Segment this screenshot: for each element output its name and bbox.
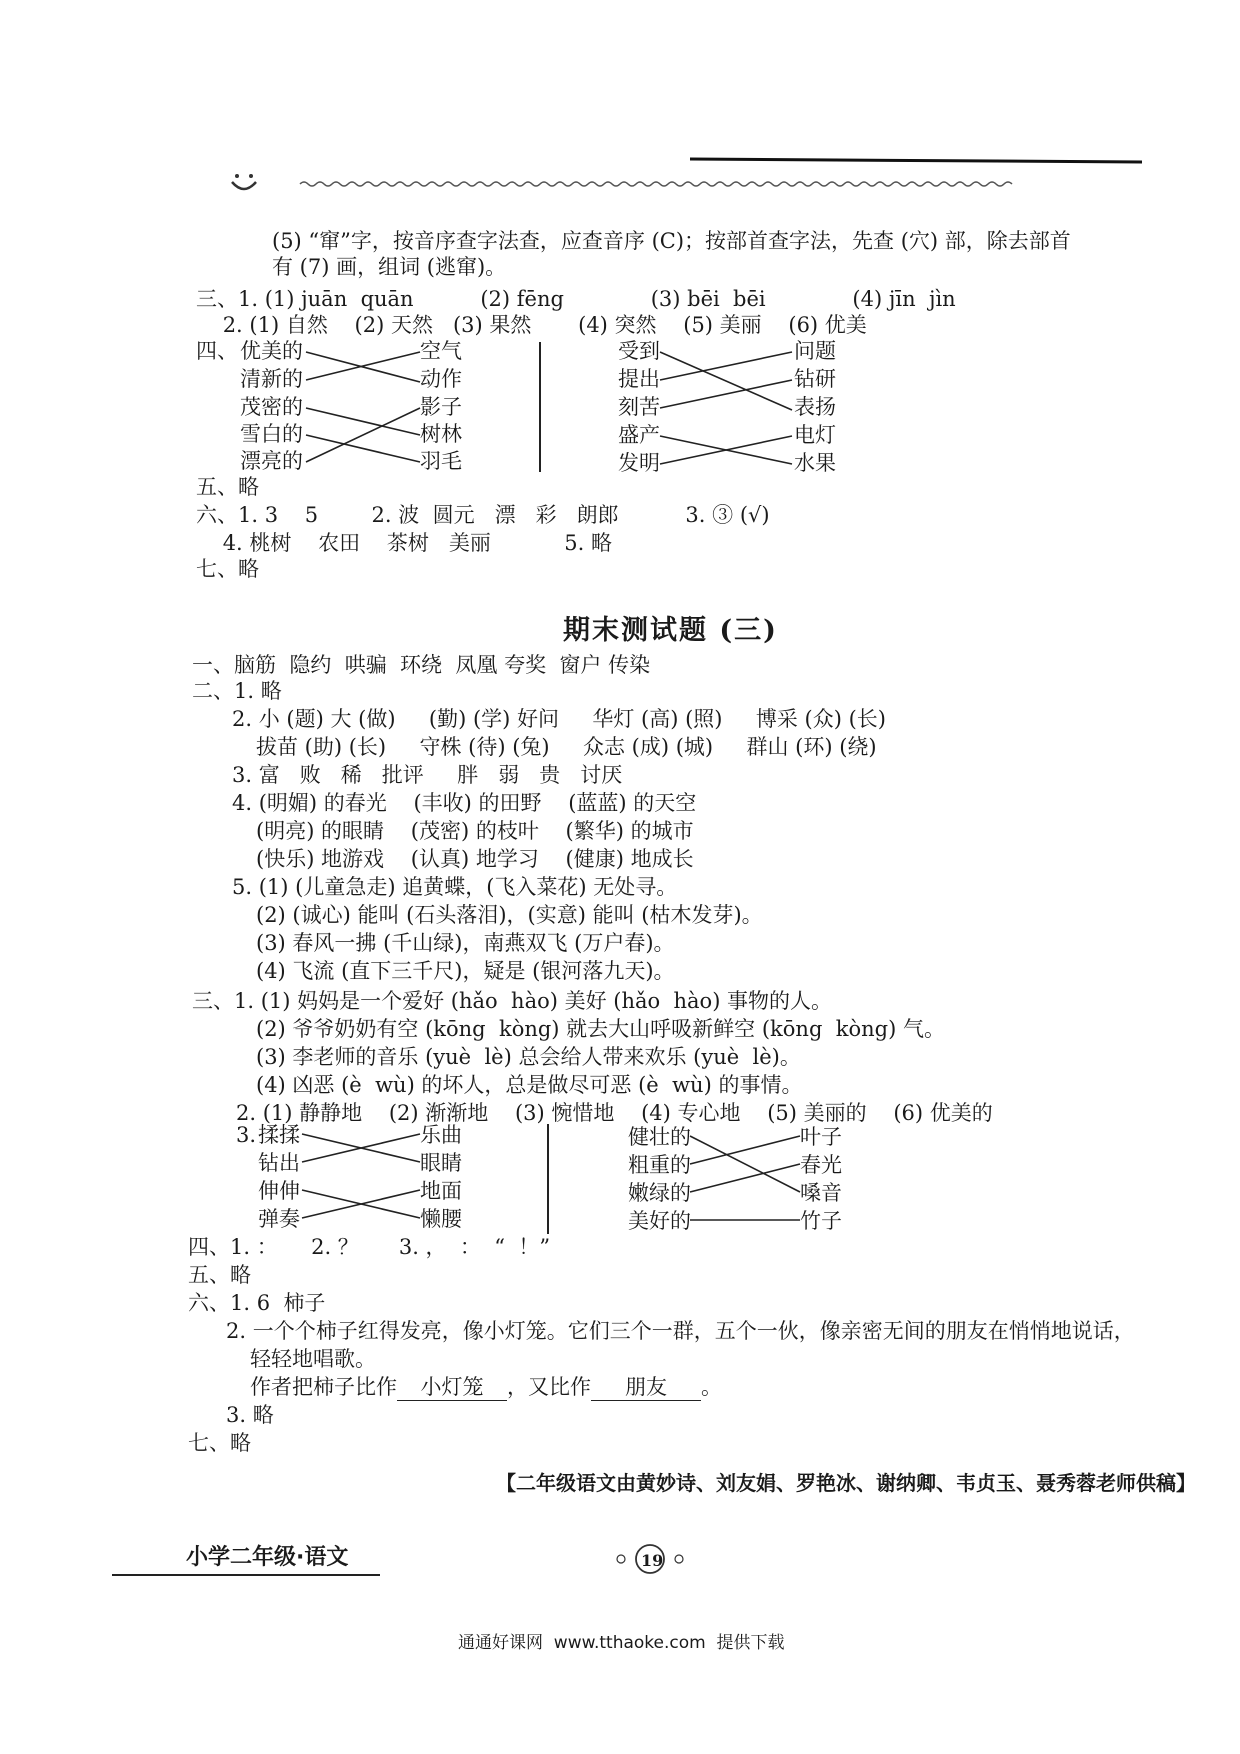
san3-right-b-0: 叶子 — [800, 1125, 842, 1149]
san3-right-a-0: 健壮的 — [628, 1125, 691, 1149]
exam-san-1b: (2) 爷爷奶奶有空 (kōng kòng) 就去大山呼吸新鲜空 (kōng kòng) 气。 — [256, 1017, 945, 1041]
si-right-b-2: 表扬 — [794, 395, 836, 419]
exam-san-3-label: 3. — [236, 1123, 257, 1147]
exam-er-3: 3. 富 败 稀 批评 胖 弱 贵 讨厌 — [232, 763, 623, 787]
prev-wu: 五、略 — [196, 475, 259, 499]
prev-liu-2: 4. 桃树 农田 茶树 美丽 5. 略 — [196, 531, 612, 555]
page-dot-right — [675, 1555, 683, 1563]
exam-er-5a: 5. (1) (儿童急走) 追黄蝶，(飞入菜花) 无处寻。 — [232, 875, 678, 899]
page-number: 19 — [641, 1551, 664, 1570]
san3-left-b-0: 乐曲 — [420, 1123, 462, 1147]
exam-san-1c: (3) 李老师的音乐 (yuè lè) 总会给人带来欢乐 (yuè lè)。 — [256, 1045, 801, 1069]
si-left-a-3: 雪白的 — [240, 422, 303, 446]
exam-liu-2a: 2. 一个个柿子红得发亮，像小灯笼。它们三个一群，五个一伙，像亲密无间的朋友在悄悄地说话， — [226, 1319, 1135, 1343]
match-lines-si-left — [306, 352, 420, 462]
si-left-a-4: 漂亮的 — [240, 449, 303, 473]
san3-right-b-2: 嗓音 — [800, 1181, 842, 1205]
page-dot-left — [617, 1555, 625, 1563]
prev-qi: 七、略 — [196, 557, 259, 581]
liu-2c-mid: ，又比作 — [507, 1375, 591, 1399]
san3-right-a-2: 嫩绿的 — [628, 1181, 691, 1205]
exam-er-2b: 拔苗 (助) (长) 守株 (待) (兔) 众志 (成) (城) 群山 (环) (绕) — [256, 735, 877, 759]
match-lines-san3-left — [302, 1134, 420, 1218]
si-left-a-0: 优美的 — [240, 339, 303, 363]
exam-san-1a: 三、1. (1) 妈妈是一个爱好 (hǎo hào) 美好 (hǎo hào) 事物的人。 — [192, 989, 833, 1013]
smiley-icon — [232, 174, 256, 189]
san3-left-b-1: 眼睛 — [420, 1151, 462, 1175]
si-right-b-1: 钻研 — [794, 367, 836, 391]
exam-liu-1: 六、1. 6 柿子 — [188, 1291, 326, 1315]
exam-liu-2c — [250, 1374, 722, 1401]
san3-right-b-1: 春光 — [800, 1153, 842, 1177]
si-left-a-1: 清新的 — [240, 367, 303, 391]
match-lines-san3-right — [690, 1136, 800, 1220]
si-left-b-0: 空气 — [420, 339, 462, 363]
si-right-b-0: 问题 — [794, 339, 836, 363]
exam-liu-3: 3. 略 — [226, 1403, 274, 1427]
match-lines-si-right — [660, 352, 792, 464]
exam-er-4c: (快乐) 地游戏 (认真) 地学习 (健康) 地成长 — [256, 847, 694, 871]
prev-san-1: 三、1. (1) juān quān (2) fēng (3) bēi bēi (4) jīn jìn — [196, 287, 956, 311]
prev-q5-line1: (5) “窜”字，按音序查字法查，应查音序 (C)；按部首查字法，先查 (穴) 部，除去部首 — [272, 229, 1071, 253]
exam-liu-2b: 轻轻地唱歌。 — [250, 1347, 376, 1371]
san3-left-a-0: 揉揉 — [258, 1123, 300, 1147]
footer-subject: 小学二年级·语文 — [186, 1545, 349, 1570]
exam-san-2: 2. (1) 静静地 (2) 渐渐地 (3) 惋惜地 (4) 专心地 (5) 美丽的 (6) 优美的 — [236, 1101, 993, 1125]
si-right-a-2: 刻苦 — [618, 395, 660, 419]
exam-si: 四、1. ： 2. ？ 3. ， ： “ ！” — [188, 1235, 551, 1259]
exam-er-5b: (2) (诚心) 能叫 (石头落泪)，(实意) 能叫 (枯木发芽)。 — [256, 903, 763, 927]
si-right-b-4: 水果 — [794, 451, 836, 475]
exam-er-4a: 4. (明媚) 的春光 (丰收) 的田野 (蓝蓝) 的天空 — [232, 791, 697, 815]
liu-2c-answer-2: 朋友 — [591, 1374, 701, 1401]
exam-wu: 五、略 — [188, 1263, 251, 1287]
prev-si-label: 四、 — [196, 339, 238, 363]
si-left-a-2: 茂密的 — [240, 395, 303, 419]
san3-right-b-3: 竹子 — [800, 1209, 842, 1233]
prev-q5-line2: 有 (7) 画，组词 (逃窜)。 — [272, 255, 507, 279]
exam-er-5d: (4) 飞流 (直下三千尺)，疑是 (银河落九天)。 — [256, 959, 675, 983]
liu-2c-pre: 作者把柿子比作 — [250, 1375, 397, 1399]
si-right-a-1: 提出 — [618, 367, 660, 391]
liu-2c-end: 。 — [701, 1375, 722, 1399]
si-right-a-0: 受到 — [618, 339, 660, 363]
san3-left-a-1: 钻出 — [258, 1151, 300, 1175]
credit-line: 【二年级语文由黄妙诗、刘友娟、罗艳冰、谢纳卿、韦贞玉、聂秀蓉老师供稿】 — [496, 1471, 1196, 1495]
si-left-b-3: 树林 — [420, 422, 462, 446]
si-left-b-4: 羽毛 — [420, 449, 462, 473]
exam-qi: 七、略 — [188, 1431, 251, 1455]
si-right-a-3: 盛产 — [618, 423, 660, 447]
san3-left-b-3: 懒腰 — [420, 1207, 462, 1231]
prev-liu-1: 六、1. 3 5 2. 波 圆元 漂 彩 朗郎 3. ③ (√) — [196, 503, 770, 527]
exam-er-1: 二、1. 略 — [192, 679, 282, 703]
prev-san-2: 2. (1) 自然 (2) 天然 (3) 果然 (4) 突然 (5) 美丽 (6) 优美 — [196, 313, 867, 337]
header-wave-rule — [300, 159, 1142, 186]
san3-left-a-3: 弹奏 — [258, 1207, 300, 1231]
exam-title: 期末测试题 (三) — [563, 615, 778, 646]
san3-left-a-2: 伸伸 — [258, 1179, 300, 1203]
si-left-b-1: 动作 — [420, 367, 462, 391]
exam-er-2a: 2. 小 (题) 大 (做) (勤) (学) 好问 华灯 (高) (照) 博采 (众) (长) — [232, 707, 887, 731]
exam-san-1d: (4) 凶恶 (è wù) 的坏人，总是做尽可恶 (è wù) 的事情。 — [256, 1073, 803, 1097]
san3-right-a-3: 美好的 — [628, 1209, 691, 1233]
exam-er-4b: (明亮) 的眼睛 (茂密) 的枝叶 (繁华) 的城市 — [256, 819, 694, 843]
san3-left-b-2: 地面 — [420, 1179, 462, 1203]
exam-er-5c: (3) 春风一拂 (千山绿)，南燕双飞 (万户春)。 — [256, 931, 675, 955]
si-left-b-2: 影子 — [420, 395, 462, 419]
download-note: 通通好课网 www.tthaoke.com 提供下载 — [458, 1633, 785, 1653]
liu-2c-answer-1: 小灯笼 — [397, 1374, 507, 1401]
exam-yi: 一、脑筋 隐约 哄骗 环绕 凤凰 夸奖 窗户 传染 — [192, 653, 651, 677]
si-right-b-3: 电灯 — [794, 423, 836, 447]
si-right-a-4: 发明 — [618, 451, 660, 475]
san3-right-a-1: 粗重的 — [628, 1153, 691, 1177]
